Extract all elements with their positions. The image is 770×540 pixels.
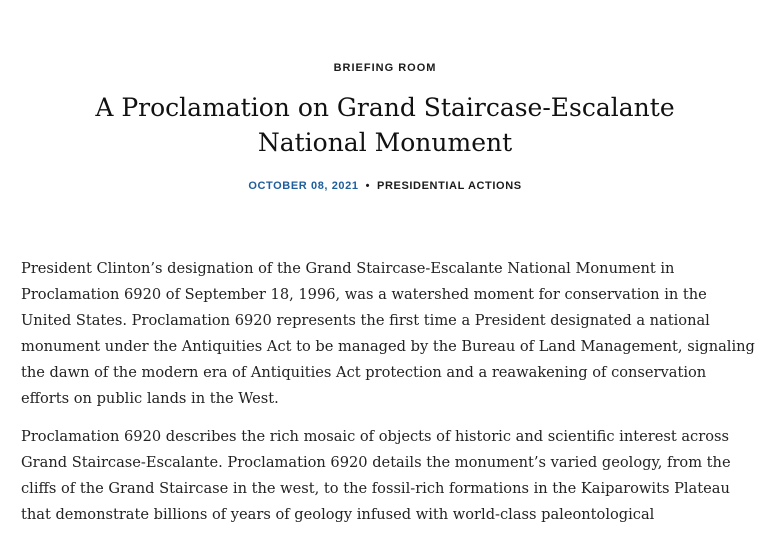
briefing-room-link[interactable]: BRIEFING ROOM bbox=[333, 62, 437, 74]
body-paragraph: Proclamation 6920 describes the rich mosaic of objects of historic and scientific interest across Grand Staircase-Escalante. Proclamation 6920 details the monument’s varied geology, from the cliffs of the Grand Staircase in the west, to the fossil-rich formations in the Kaiparowits Plateau that demonstrate billions of years of geology infused with world-class paleontological bbox=[21, 428, 731, 523]
meta-separator: • bbox=[365, 180, 371, 192]
body-paragraph: President Clinton’s designation of the Grand Staircase-Escalante National Monument in Proclamation 6920 of September 18, 1996, was a watershed moment for conservation in the United States. Proclamation 6920 represents the first time a President designated a national monument under the Antiquities Act to be managed by the Bureau of Land Management, signaling the dawn of the modern era of Antiquities Act protection and a reawakening of conservation efforts on public lands in the West. bbox=[21, 260, 755, 407]
publish-date: OCTOBER 08, 2021 bbox=[248, 180, 359, 192]
category-link[interactable]: PRESIDENTIAL ACTIONS bbox=[377, 180, 522, 192]
page-title: A Proclamation on Grand Staircase-Escalante National Monument bbox=[95, 93, 675, 157]
article-body bbox=[21, 256, 756, 540]
article-meta bbox=[0, 180, 770, 192]
